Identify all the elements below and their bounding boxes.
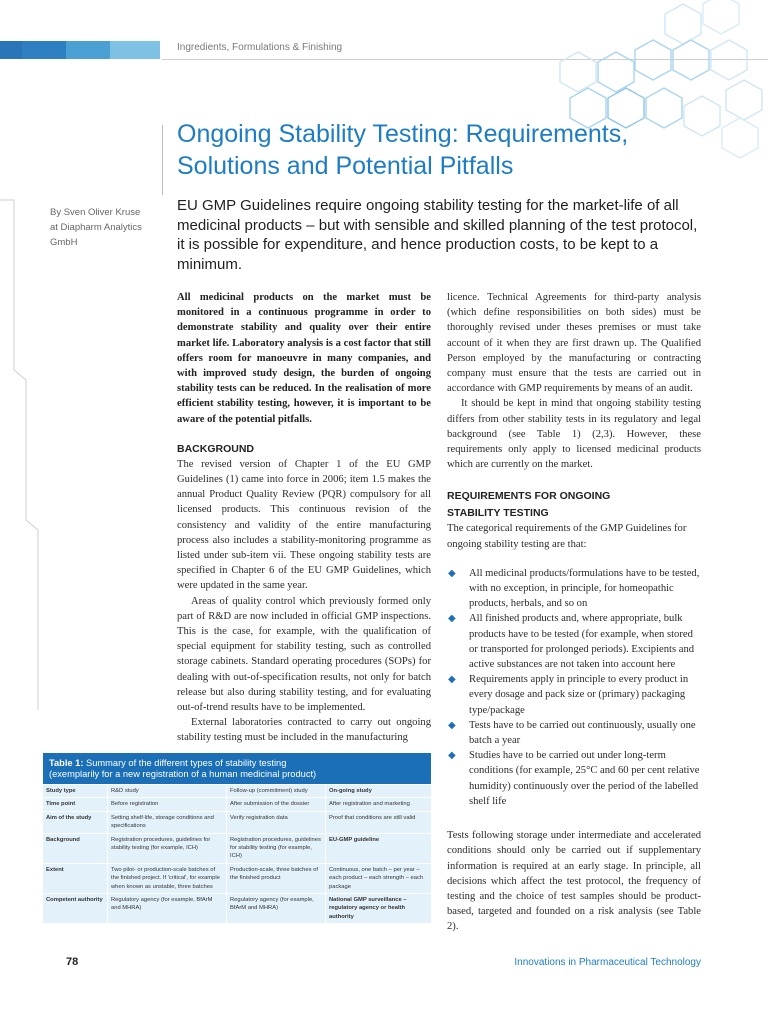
diamond-bullet-icon: ◆	[448, 719, 456, 731]
diamond-bullet-icon: ◆	[448, 567, 456, 579]
background-paragraph-1: The revised version of Chapter 1 of the EU GMP Guidelines (1) came into force in 2006; item 1.5 makes the annual Product Quality Review (PQR) compulsory for all licensed products. This continuous revision of the consistency and validity of the entire manufacturing process also includes a stability-monitoring programme as listed under sub-item vii. These ongoing stability tests are specified in Chapter 6 of the EU GMP Guidelines, which were updated in the same year.	[177, 458, 431, 592]
list-item	[447, 718, 701, 748]
requirements-heading-line-1: REQUIREMENTS FOR ONGOING	[447, 490, 611, 503]
background-paragraph-3: External laboratories contracted to carry out ongoing stability testing must be included in the manufacturing	[177, 717, 431, 744]
table-row	[43, 833, 431, 863]
table-row	[43, 798, 431, 811]
list-item-text: All finished products and, where appropriate, bulk products have to be tested (for example, when stored or transported for prolonged periods). Excipients and active substances are not taken into account here	[469, 613, 695, 671]
standfirst: EU GMP Guidelines require ongoing stability testing for the market-life of all medicinal products – but with sensible and skilled planning of the test protocol, it is possible for expenditure, and hence production costs, to be kept to a minimum.	[177, 197, 698, 273]
header-color-bar-1	[0, 41, 22, 59]
list-item	[447, 611, 701, 672]
right-column	[447, 290, 701, 935]
author-byline	[50, 205, 155, 250]
list-item	[447, 672, 701, 718]
table-cell: Regulatory agency (for example, BfArM and MHRA)	[108, 894, 227, 924]
journal-name: Innovations in Pharmaceutical Technology	[514, 957, 701, 968]
left-column	[177, 290, 431, 746]
table-cell: National GMP surveillance – regulatory agency or health authority	[326, 894, 432, 924]
list-item-text: Requirements apply in principle to every product in every dosage and pack size or (primary) packaging type/package	[469, 674, 689, 716]
table-cell: Two pilot- or production-scale batches of the finished project. If 'critical', for example when known as unstable, three batches	[108, 863, 227, 893]
table-cell: R&D study	[108, 785, 227, 798]
table-row	[43, 894, 431, 924]
section-label: Ingredients, Formulations & Finishing	[177, 42, 343, 53]
table-grid	[43, 784, 431, 923]
list-item-text: Studies have to be carried out under long-term conditions (for example, 25°C and 60 per cent relative humidity) continuously over the period of the labelled shelf life	[469, 750, 700, 807]
table-cell: Regulatory agency (for example, BfArM and MHRA)	[227, 894, 326, 924]
table-cell: Extent	[43, 863, 108, 893]
right-paragraph-1: licence. Technical Agreements for third-party analysis (which define responsibilities on both sides) must be thoroughly revised under theses premises or must take account of it when they are first drawn up. The Qualified Person employed by the manufacturing or contracting company must ensure that the tests are carried out in accordance with GMP requirements by means of an audit.	[447, 292, 701, 395]
author-line-3: GmbH	[50, 237, 78, 248]
requirements-heading-line-2: STABILITY TESTING	[447, 507, 549, 520]
table-1	[43, 753, 431, 923]
table-cell: Verify registration data	[227, 811, 326, 833]
table-cell: Proof that conditions are still valid	[326, 811, 432, 833]
requirements-heading	[447, 489, 701, 521]
author-line-2: at Diapharm Analytics	[50, 222, 142, 233]
table-cell: Study type	[43, 785, 108, 798]
header-color-bar-4	[110, 41, 160, 59]
table-caption-text: Summary of the different types of stability testing	[86, 758, 287, 768]
table-cell: Registration procedures, guidelines for stability testing (for example, ICH)	[227, 833, 326, 863]
table-cell: After registration and marketing	[326, 798, 432, 811]
right-paragraph-2: It should be kept in mind that ongoing stability testing differs from other stability tests in its regulatory and legal background (see Table 1) (2,3). However, these requirements only apply to licensed medicinal products which are currently on the market.	[447, 398, 701, 471]
title-rule	[162, 125, 163, 195]
table-cell: Time point	[43, 798, 108, 811]
table-cell: Before registration	[108, 798, 227, 811]
table-cell: Setting shelf-life, storage conditions and specifications	[108, 811, 227, 833]
diamond-bullet-icon: ◆	[448, 750, 456, 762]
requirements-list	[447, 566, 701, 809]
header-color-bar-3	[66, 41, 110, 59]
list-item-text: Tests have to be carried out continuously, usually one batch a year	[469, 719, 696, 747]
lead-paragraph: All medicinal products on the market must be monitored in a continuous programme in order to demonstrate stability and quality over their entire market life. Laboratory analysis is a cost factor that still offers room for manoeuvre in many companies, and with improved study design, the burden of ongoing stability tests can be reduced. In the realisation of more efficient stability testing, however, it is important to be aware of the potential pitfalls.	[177, 292, 431, 425]
table-cell: Background	[43, 833, 108, 863]
diamond-bullet-icon: ◆	[448, 674, 456, 686]
table-cell: Competent authority	[43, 894, 108, 924]
article-title: Ongoing Stability Testing: Requirements, Solutions and Potential Pitfalls	[177, 120, 629, 180]
requirements-intro: The categorical requirements of the GMP Guidelines for ongoing stability testing are that:	[447, 523, 687, 550]
header-color-bar-2	[22, 41, 66, 59]
list-item	[447, 566, 701, 612]
table-cell: Aim of the study	[43, 811, 108, 833]
table-cell: EU-GMP guideline	[326, 833, 432, 863]
list-item-text: All medicinal products/formulations have to be tested, with no exception, in principle, for homeopathic products, herbals, and so on	[469, 567, 700, 610]
page-number: 78	[66, 956, 79, 968]
table-row	[43, 811, 431, 833]
list-item	[447, 748, 701, 809]
table-row	[43, 785, 431, 798]
table-cell: Registration procedures, guidelines for stability testing (for example, ICH)	[108, 833, 227, 863]
table-cell: On-going study	[326, 785, 432, 798]
background-heading: BACKGROUND	[177, 442, 254, 455]
table-row	[43, 863, 431, 893]
author-line-1: By Sven Oliver Kruse	[50, 207, 141, 218]
table-caption-line-2: (exemplarily for a new registration of a human medicinal product)	[49, 769, 317, 779]
table-caption-label: Table 1:	[49, 758, 84, 768]
closing-paragraph: Tests following storage under intermediate and accelerated conditions should only be carried out if supplementary information is required at an early stage. In principle, all decisions which affect the test protocol, the frequency of testing and the choice of test samples should be product-based, targeted and founded on a risk analysis (see Table 2).	[447, 830, 701, 933]
table-cell: After submission of the dossier	[227, 798, 326, 811]
table-cell: Production-scale, three batches of the finished product	[227, 863, 326, 893]
decorative-lines	[0, 190, 45, 810]
background-paragraph-2: Areas of quality control which previously formed only part of R&D are now included in official GMP inspections. This is the case, for example, with the qualification of special equipment for stability testing, such as controlled storage cabinets. Standard operating procedures (SOPs) for dealing with out-of-specification results, not only for batch release but also during stability testing, and for evaluating out-of-trend results have to be implemented.	[177, 595, 431, 714]
table-cell: Continuous, one batch – per year – each product – each strength – each package	[326, 863, 432, 893]
table-cell: Follow-up (commitment) study	[227, 785, 326, 798]
table-caption	[43, 753, 431, 784]
diamond-bullet-icon: ◆	[448, 613, 456, 625]
